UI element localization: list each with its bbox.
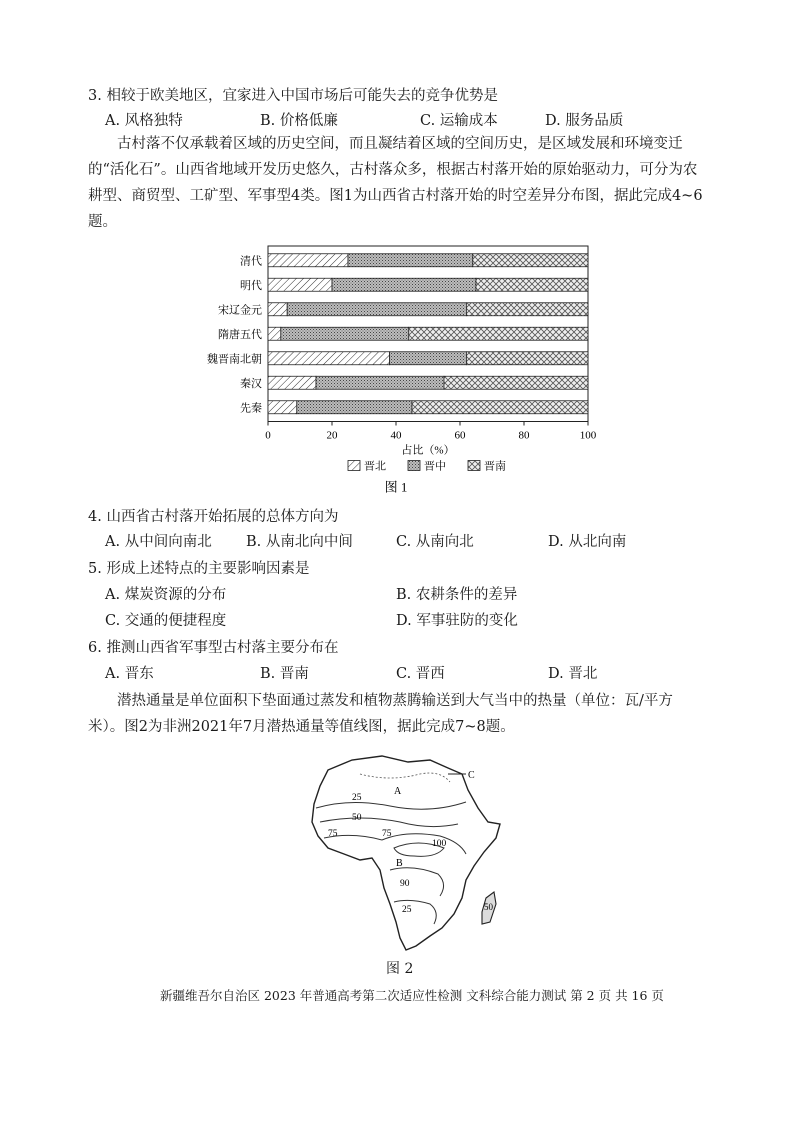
bar-segment bbox=[268, 401, 297, 414]
q6-stem: 6. 推测山西省军事型古村落主要分布在 bbox=[88, 640, 339, 656]
map-label-75-east: 75 bbox=[382, 829, 392, 839]
bar-segment bbox=[268, 327, 281, 340]
q3-option-a: A. 风格独特 bbox=[105, 113, 183, 129]
map-label-50: 50 bbox=[352, 813, 362, 823]
bar-segment bbox=[466, 352, 588, 365]
bar-segment bbox=[476, 278, 588, 291]
bar-segment bbox=[281, 327, 409, 340]
q6-option-c: C. 晋西 bbox=[396, 666, 445, 682]
q5-option-d: D. 军事驻防的变化 bbox=[396, 613, 518, 629]
category-label: 宋辽金元 bbox=[218, 304, 262, 317]
bar-segment bbox=[268, 352, 390, 365]
category-label: 清代 bbox=[240, 255, 262, 268]
map-label-25-south: 25 bbox=[402, 905, 412, 915]
q6-option-a: A. 晋东 bbox=[105, 666, 154, 682]
q5-option-b: B. 农耕条件的差异 bbox=[396, 587, 518, 603]
bar-segment bbox=[332, 278, 476, 291]
africa-coastline bbox=[312, 756, 500, 950]
bar-segment bbox=[268, 254, 348, 267]
bar-segment bbox=[316, 376, 444, 389]
x-tick-label: 0 bbox=[265, 429, 271, 442]
bar-segment bbox=[268, 303, 287, 316]
bar-segment bbox=[287, 303, 466, 316]
map-label-90: 90 bbox=[400, 879, 410, 889]
map-label-c: C bbox=[468, 770, 475, 781]
q6-option-d: D. 晋北 bbox=[548, 666, 598, 682]
map-label-b: B bbox=[396, 858, 403, 869]
q4-option-c: C. 从南向北 bbox=[396, 534, 474, 550]
map-label-50-madagascar: 50 bbox=[484, 902, 493, 912]
bar-segment bbox=[412, 401, 588, 414]
bar-segment bbox=[348, 254, 473, 267]
intro-paragraph-2: 潜热通量是单位面积下垫面通过蒸发和植物蒸腾输送到大气当中的热量（单位：瓦/平方米）。图2为非洲2021年7月潜热通量等值线图，据此完成7~8题。 bbox=[88, 693, 673, 735]
figure-1-caption: 图 1 bbox=[384, 479, 408, 495]
q5-option-a: A. 煤炭资源的分布 bbox=[105, 587, 227, 603]
figure-2-caption: 图 2 bbox=[386, 961, 414, 977]
x-tick-label: 60 bbox=[454, 429, 466, 442]
category-label: 魏晋南北朝 bbox=[207, 353, 262, 366]
legend-swatch bbox=[468, 461, 480, 471]
bar-segment bbox=[268, 278, 332, 291]
q6-option-b: B. 晋南 bbox=[260, 666, 309, 682]
category-label: 明代 bbox=[240, 279, 262, 292]
q5-option-c: C. 交通的便捷程度 bbox=[105, 613, 227, 629]
bar-segment bbox=[390, 352, 467, 365]
map-label-25-north: 25 bbox=[352, 793, 362, 803]
bar-segment bbox=[268, 376, 316, 389]
q4-option-b: B. 从南北向中间 bbox=[246, 534, 353, 550]
x-tick-label: 20 bbox=[326, 429, 338, 442]
bar-segment bbox=[444, 376, 588, 389]
x-tick-label: 100 bbox=[579, 429, 597, 442]
bar-segment bbox=[466, 303, 588, 316]
q5-stem: 5. 形成上述特点的主要影响因素是 bbox=[88, 561, 310, 577]
x-tick-label: 80 bbox=[518, 429, 530, 442]
legend-swatch bbox=[408, 461, 420, 471]
map-label-100: 100 bbox=[432, 839, 447, 849]
x-axis-label: 占比（%） bbox=[401, 444, 455, 457]
category-label: 先秦 bbox=[240, 402, 262, 415]
q3-option-c: C. 运输成本 bbox=[420, 113, 498, 129]
x-tick-label: 40 bbox=[390, 429, 402, 442]
bar-segment bbox=[473, 254, 588, 267]
figure-2-africa-map bbox=[290, 752, 510, 962]
q4-stem: 4. 山西省古村落开始拓展的总体方向为 bbox=[88, 509, 339, 525]
legend-label: 晋北 bbox=[364, 460, 386, 473]
q4-option-a: A. 从中间向南北 bbox=[105, 534, 212, 550]
q3-option-b: B. 价格低廉 bbox=[260, 113, 338, 129]
category-label: 隋唐五代 bbox=[218, 328, 262, 341]
category-label: 秦汉 bbox=[240, 377, 262, 390]
intro-paragraph-1: 古村落不仅承载着区域的历史空间，而且凝结着区域的空间历史，是区域发展和环境变迁的“活化石”。山西省地域开发历史悠久，古村落众多，根据古村落开始的原始驱动力，可分为农耕型、商贸型、工矿型、军事型4类。图1为山西省古村落开始的时空差异分布图，据此完成4~6题。 bbox=[88, 136, 703, 230]
bar-segment bbox=[409, 327, 588, 340]
q4-option-d: D. 从北向南 bbox=[548, 534, 627, 550]
map-label-75-west: 75 bbox=[328, 829, 338, 839]
legend-label: 晋南 bbox=[484, 460, 506, 473]
bar-segment bbox=[297, 401, 412, 414]
legend-swatch bbox=[348, 461, 360, 471]
legend-label: 晋中 bbox=[424, 460, 446, 473]
q3-option-d: D. 服务品质 bbox=[545, 113, 624, 129]
map-label-a: A bbox=[394, 786, 402, 797]
page-footer: 新疆维吾尔自治区 2023 年普通高考第二次适应性检测 文科综合能力测试 第 2 页 共 16 页 bbox=[160, 988, 664, 1003]
q3-stem: 3. 相较于欧美地区，宜家进入中国市场后可能失去的竞争优势是 bbox=[88, 88, 498, 104]
figure-1-chart bbox=[190, 236, 620, 498]
